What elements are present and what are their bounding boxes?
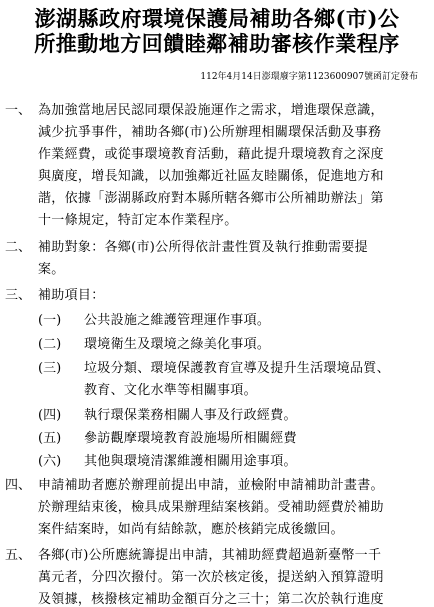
section-4-line: 申請補助者應於辦理前提出申請，並檢附申請補助計畫書。 [38, 478, 384, 493]
sub-item-number: (一) [38, 313, 62, 328]
sub-item-line: 公共設施之維護管理運作事項。 [84, 313, 271, 328]
section-2-number: 二、 [5, 240, 32, 255]
sub-item-number: (二) [38, 337, 62, 352]
section-5-line: 萬元者，分四次撥付。第一次於核定後，提送納入預算證明 [38, 570, 384, 585]
sub-item-number: (五) [38, 431, 62, 446]
section-1-number: 一、 [5, 103, 32, 118]
section-2-line: 案。 [38, 262, 65, 277]
section-1-line: 作業經費，或從事環境教育活動，藉此提升環境教育之深度 [38, 147, 384, 162]
section-4-line: 於辦理結束後，檢具成果辦理結案核銷。受補助經費於補助 [38, 500, 384, 515]
document-title-line-2: 所推動地方回饋睦鄰補助審核作業程序 [34, 31, 400, 56]
section-1-line: 十一條規定，特訂定本作業程序。 [38, 213, 238, 228]
sub-item-line: 教育、文化水準等相關事項。 [84, 383, 257, 398]
section-5-line: 及領據，核撥核定補助金額百分之三十；第二次於執行進度 [38, 592, 384, 607]
section-1-line: 與廣度，增長知識，以加強鄰近社區友睦關係，促進地方和 [38, 169, 384, 184]
sub-item-number: (三) [38, 361, 62, 376]
section-4-line: 案件結案時，如尚有結餘款，應於核銷完成後繳回。 [38, 522, 344, 537]
sub-item-line: 參訪觀摩環境教育設施場所相關經費 [84, 431, 297, 446]
section-4-number: 四、 [5, 478, 32, 493]
sub-item-number: (四) [38, 408, 62, 423]
section-3-number: 三、 [5, 288, 32, 303]
section-3-line: 補助項目： [38, 288, 105, 303]
sub-item-line: 其他與環境清潔維護相關用途事項。 [84, 454, 297, 469]
sub-item-line: 垃圾分類、環境保護教育宣導及提升生活環境品質、 [84, 361, 390, 376]
sub-item-number: (六) [38, 454, 62, 469]
section-1-line: 減少抗爭事件，補助各鄉(市)公所辦理相關環保活動及事務 [38, 125, 382, 140]
section-5-line: 各鄉(市)公所應統籌提出申請，其補助經費超過新臺幣一千 [38, 548, 382, 563]
issue-note: 112年4月14日澎環廢字第1123600907號函訂定發布 [200, 72, 418, 82]
section-1-line: 為加強當地居民認同環保設施運作之需求，增進環保意識， [38, 103, 384, 118]
section-5-number: 五、 [5, 548, 32, 563]
sub-item-line: 執行環保業務相關人事及行政經費。 [84, 408, 297, 423]
sub-item-line: 環境衛生及環境之綠美化事項。 [84, 337, 271, 352]
section-2-line: 補助對象：各鄉(市)公所得依計畫性質及執行推動需要提 [38, 240, 368, 255]
section-1-line: 諧，依據「澎湖縣政府對本縣所轄各鄉市公所補助辦法」第 [38, 191, 384, 206]
document-title-line-1: 澎湖縣政府環境保護局補助各鄉(市)公 [34, 6, 400, 31]
